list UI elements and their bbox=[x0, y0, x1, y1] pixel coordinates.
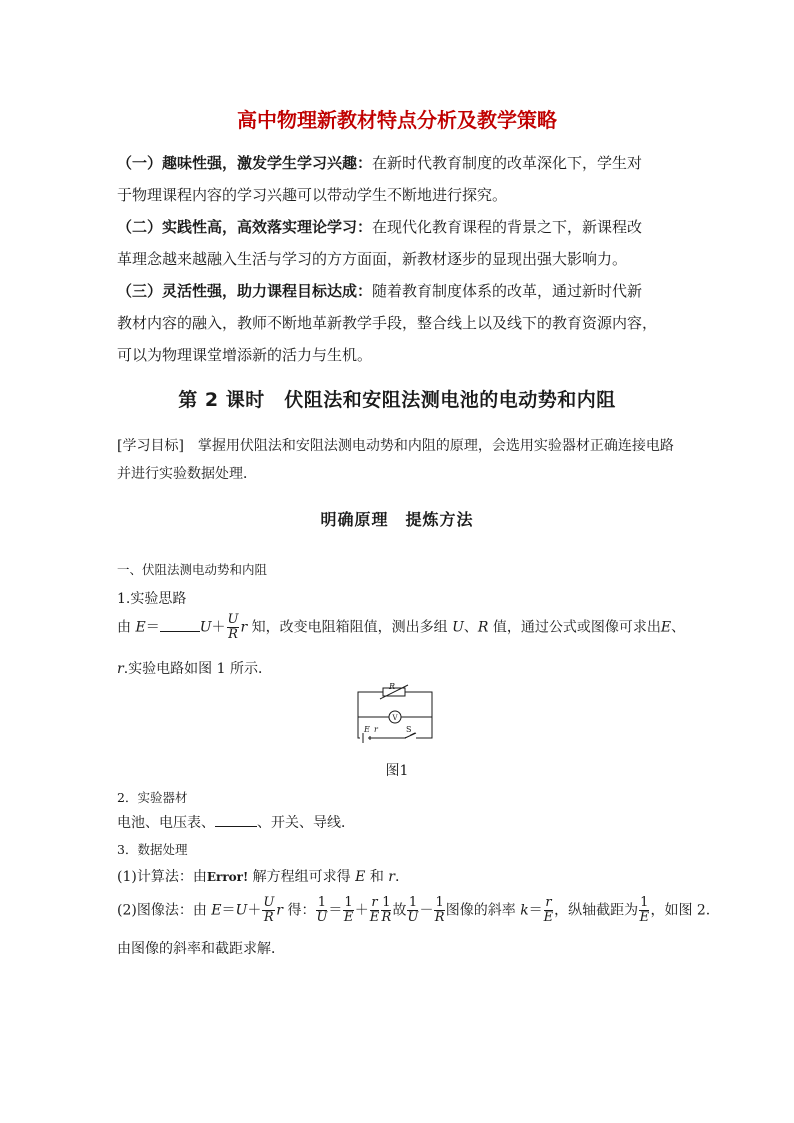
intro-text: 在现代化教育课程的背景之下，新课程改 bbox=[372, 218, 643, 236]
learning-goal bbox=[117, 432, 683, 488]
label-r-box: R bbox=[389, 682, 396, 691]
page-title: 高中物理新教材特点分析及教学策略 bbox=[237, 108, 557, 132]
intro-text: 随着教育制度体系的改革，通过新时代新 bbox=[372, 282, 643, 300]
fraction: $\frac{1}{E}$ bbox=[639, 895, 650, 925]
intro-text: 可以为物理课堂增添新的活力与生机。 bbox=[117, 346, 373, 364]
fill-blank bbox=[215, 812, 257, 827]
error-field: Error! bbox=[206, 870, 249, 884]
figure-caption: 图1 bbox=[385, 763, 409, 779]
graph-method-line-2: 由图像的斜率和截距求解． bbox=[117, 941, 285, 957]
fill-blank bbox=[160, 617, 200, 632]
sub-heading-2: 2．实验器材 bbox=[117, 790, 188, 805]
fraction: $\frac{1}{R}$ bbox=[434, 895, 445, 925]
goal-line: 并进行实验数据处理． bbox=[117, 466, 257, 482]
label-internal-r: r bbox=[374, 725, 378, 734]
equation-line-2: r.实验电路如图 1 所示． bbox=[117, 661, 272, 677]
intro-paragraph-1 bbox=[117, 147, 683, 211]
calc-method-line: (1)计算法：由Error! 解方程组可求得 E 和 r. bbox=[117, 869, 400, 885]
intro-lead: （二）实践性高，高效落实理论学习： bbox=[117, 218, 373, 236]
fraction: $\frac{U}{R}$ bbox=[263, 895, 275, 925]
fraction: $\frac{1}{R}$ bbox=[381, 895, 392, 925]
goal-line: [学习目标] 掌握用伏阻法和安阻法测电动势和内阻的原理，会选用实验器材正确连接电路 bbox=[117, 438, 674, 454]
intro-lead: （一）趣味性强，激发学生学习兴趣： bbox=[117, 154, 373, 172]
section-title: 明确原理 提炼方法 bbox=[320, 510, 474, 529]
fraction: $\frac{r}{E}$ bbox=[543, 895, 554, 925]
part-heading: 一、伏阻法测电动势和内阻 bbox=[117, 562, 268, 577]
label-e: E bbox=[364, 725, 370, 734]
label-s: S bbox=[406, 725, 412, 734]
fraction: $\frac{1}{E}$ bbox=[343, 895, 354, 925]
lesson-title: 第 2 课时 伏阻法和安阻法测电池的电动势和内阻 bbox=[178, 389, 616, 411]
intro-text: 革理念越来越融入生活与学习的方方面面，新教材逐步的显现出强大影响力。 bbox=[117, 250, 628, 268]
fraction: $\frac{1}{U}$ bbox=[316, 895, 328, 925]
circuit-diagram bbox=[350, 682, 440, 744]
equation-line: 由 E＝ U＋ $\frac{U}{R}$ r 知，改变电阻箱阻值，测出多组 U、R 值，通过公式或图像可求出E、 bbox=[117, 612, 686, 642]
sub-heading-1: 1.实验思路 bbox=[117, 591, 187, 607]
intro-text: 在新时代教育制度的改革深化下，学生对 bbox=[372, 154, 643, 172]
intro-text: 于物理课程内容的学习兴趣可以带动学生不断地进行探究。 bbox=[117, 186, 508, 204]
sub-heading-3: 3．数据处理 bbox=[117, 842, 188, 857]
intro-paragraph-2 bbox=[117, 211, 683, 275]
intro-lead: （三）灵活性强，助力课程目标达成： bbox=[117, 282, 373, 300]
label-v: V bbox=[392, 714, 398, 722]
graph-method-line: (2)图像法：由 E＝U＋ $\frac{U}{R}$ r 得： $\frac{1}{U}$ ＝ $\frac{1}{E}$ ＋ $\frac{r}{E}$ $\frac{1}{R}$ 故 $\frac{1}{U}$ － $\frac{1}{R}$ 图像的斜率 k＝ $\frac{r}{E}$ ，纵轴截距为 $\frac{1}{E}$ ，如图 2. bbox=[117, 895, 711, 925]
fraction-u-over-r: $\frac{U}{R}$ bbox=[227, 612, 239, 642]
intro-text: 教材内容的融入，教师不断地革新教学手段，整合线上以及线下的教育资源内容， bbox=[117, 314, 658, 332]
fraction: $\frac{1}{U}$ bbox=[407, 895, 419, 925]
intro-paragraph-3 bbox=[117, 275, 683, 371]
materials-line: 电池、电压表、 、开关、导线． bbox=[117, 812, 355, 832]
fraction: $\frac{r}{E}$ bbox=[369, 895, 380, 925]
